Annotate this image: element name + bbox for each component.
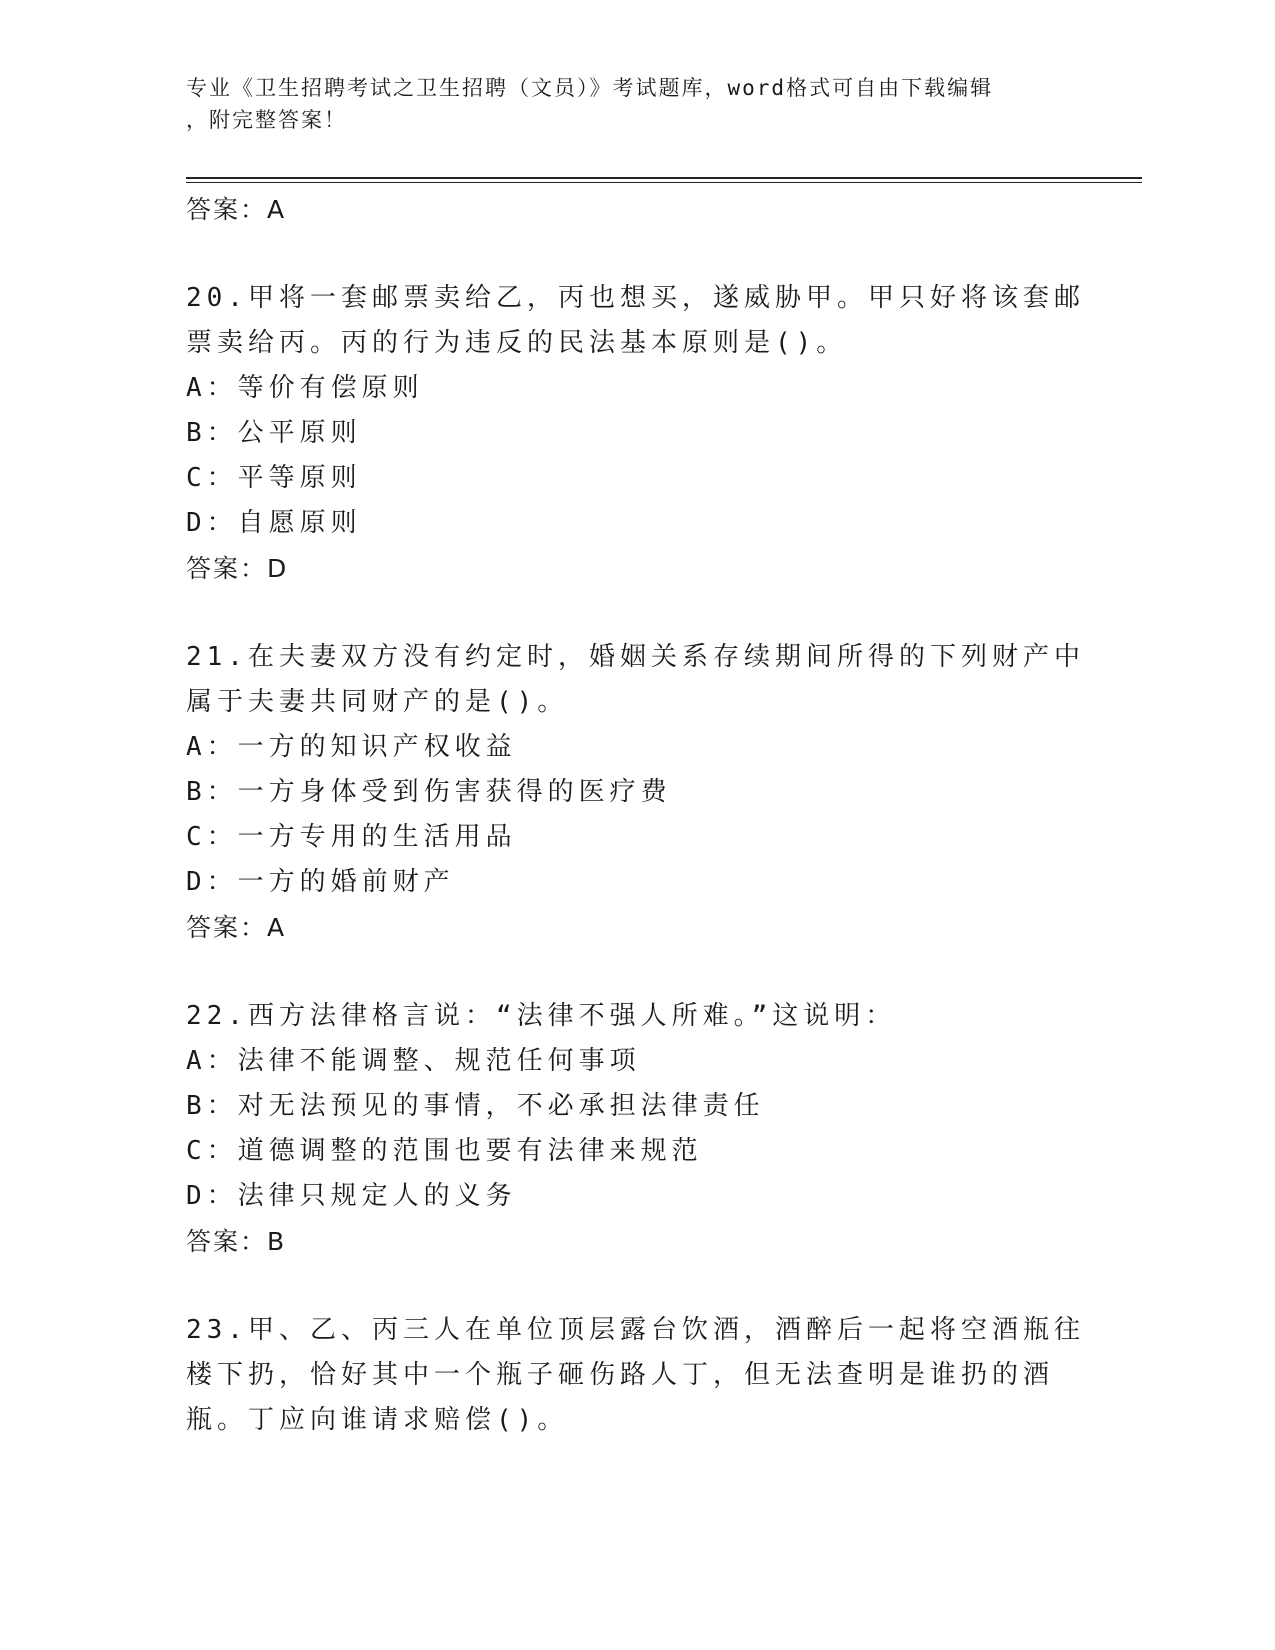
option-c: C：一方专用的生活用品 [186, 822, 517, 852]
question-item [186, 994, 1086, 1264]
question-list [186, 187, 1086, 1443]
option-d: D：一方的婚前财产 [186, 867, 455, 897]
question-stem: 21.在夫妻双方没有约定时，婚姻关系存续期间所得的下列财产中属于夫妻共同财产的是()。 [186, 642, 1085, 717]
answer-line: 答案：D [186, 554, 289, 583]
header-divider-thin [186, 182, 1142, 183]
question-item [186, 635, 1086, 950]
option-c: C：道德调整的范围也要有法律来规范 [186, 1136, 703, 1166]
option-b: B：对无法预见的事情，不必承担法律责任 [186, 1091, 765, 1121]
header-divider [186, 177, 1142, 179]
header-line-2: ，附完整答案！ [186, 108, 347, 132]
question-stem: 22.西方法律格言说：“法律不强人所难。”这说明： [186, 1001, 897, 1031]
option-d: D：自愿原则 [186, 508, 362, 538]
option-d: D：法律只规定人的义务 [186, 1181, 517, 1211]
option-b: B：一方身体受到伤害获得的医疗费 [186, 777, 672, 807]
question-stem: 23.甲、乙、丙三人在单位顶层露台饮酒，酒醉后一起将空酒瓶往楼下扔，恰好其中一个瓶子砸伤路人丁，但无法查明是谁扔的酒瓶。丁应向谁请求赔偿()。 [186, 1315, 1085, 1435]
answer-line: 答案：A [186, 913, 287, 942]
question-stem: 20.甲将一套邮票卖给乙，丙也想买，遂威胁甲。甲只好将该套邮票卖给丙。丙的行为违反的民法基本原则是()。 [186, 283, 1085, 358]
document-header [186, 72, 1066, 136]
question-item [186, 1308, 1086, 1443]
option-c: C：平等原则 [186, 463, 362, 493]
question-item [186, 276, 1086, 591]
header-line-1: 专业《卫生招聘考试之卫生招聘（文员）》考试题库，word格式可自由下载编辑 [186, 76, 994, 100]
option-a: A：一方的知识产权收益 [186, 732, 517, 762]
option-a: A：等价有偿原则 [186, 373, 424, 403]
option-a: A：法律不能调整、规范任何事项 [186, 1046, 641, 1076]
answer-line: 答案：B [186, 1227, 287, 1256]
option-b: B：公平原则 [186, 418, 362, 448]
answer-line: 答案：A [186, 195, 287, 224]
